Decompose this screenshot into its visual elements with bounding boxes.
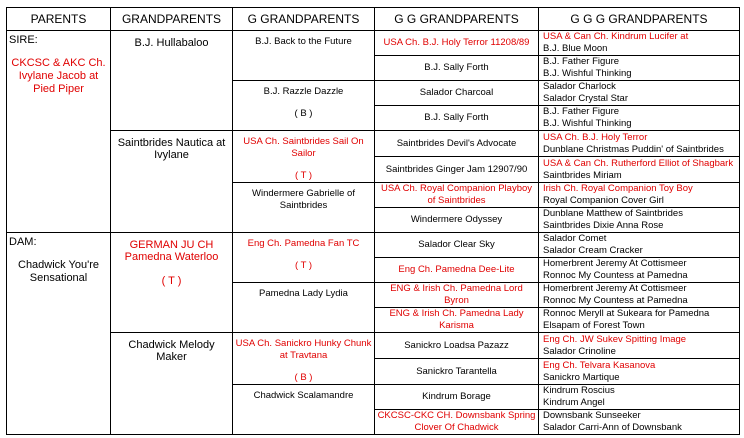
gg-grandparent-name: Salador Clear Sky — [418, 239, 495, 250]
ggg-grandparent-name: Ronnoc Meryll at Sukeara for Pamedna — [543, 308, 710, 319]
ggg-grandparent-name: Salador Carri-Ann of Downsbank — [543, 422, 682, 433]
dam-name: Chadwick You're Sensational — [18, 259, 99, 284]
ggg-grandparent-name: Elsapam of Forest Town — [543, 320, 645, 331]
ggg-grandparent-cell — [539, 183, 740, 208]
table-row — [7, 131, 740, 157]
header-grandparents: GRANDPARENTS — [111, 8, 233, 31]
dam-label: DAM: — [9, 236, 37, 248]
gg-grandparent-cell — [375, 208, 539, 233]
ggg-grandparent-cell — [539, 333, 740, 359]
gg-grandparent-name: Sanickro Tarantella — [416, 365, 497, 377]
ggg-grandparent-name: Downsbank Sunseeker — [543, 410, 641, 421]
ggg-grandparent-name: Dunblane Matthew of Saintbrides — [543, 208, 683, 219]
ggg-grandparent-name: USA & Can Ch. Rutherford Elliot of Shagbark — [543, 157, 734, 169]
ggg-grandparent-name: Salador Comet — [543, 233, 607, 244]
ggg-grandparent-name: B.J. Father Figure — [543, 56, 620, 67]
ggg-grandparent-cell — [539, 131, 740, 157]
ggg-grandparent-name: Royal Companion Cover Girl — [543, 195, 664, 206]
ggg-grandparent-name: Homerbrent Jeremy At Cottismeer — [543, 258, 687, 269]
header-ggg-grandparents: G G G GRANDPARENTS — [539, 8, 740, 31]
grandparent-cell — [111, 233, 233, 333]
ggg-grandparent-name: B.J. Blue Moon — [543, 43, 608, 54]
ggg-grandparent-cell — [539, 81, 740, 106]
g-grandparent-cell — [233, 333, 375, 385]
ggg-grandparent-name: Salador Charlock — [543, 81, 616, 92]
grandparent-cell — [111, 333, 233, 435]
gg-grandparent-cell — [375, 385, 539, 410]
gg-grandparent-cell — [375, 233, 539, 258]
sire-cell — [7, 31, 111, 233]
ggg-grandparent-name: Irish Ch. Royal Companion Toy Boy — [543, 183, 693, 194]
table-row — [7, 233, 740, 258]
gg-grandparent-name: CKCSC-CKC CH. Downsbank Spring Clover Of Chadwick — [377, 410, 536, 433]
g-grandparent-name: B.J. Razzle Dazzle — [263, 86, 344, 97]
header-g-grandparents: G GRANDPARENTS — [233, 8, 375, 31]
gg-grandparent-name: Salador Charcoal — [419, 87, 494, 98]
ggg-grandparent-name: Homerbrent Jeremy At Cottismeer — [543, 283, 687, 294]
g-grandparent-name: Eng Ch. Pamedna Fan TC — [247, 238, 360, 249]
g-grandparent-cell — [233, 233, 375, 283]
gg-grandparent-cell — [375, 359, 539, 385]
gg-grandparent-cell — [375, 56, 539, 81]
g-grandparent-note: ( B ) — [294, 108, 313, 119]
ggg-grandparent-cell — [539, 157, 740, 183]
ggg-grandparent-name: Kindrum Roscius — [543, 385, 615, 396]
g-grandparent-name: Chadwick Scalamandre — [253, 390, 354, 401]
gg-grandparent-cell — [375, 333, 539, 359]
table-row — [7, 31, 740, 56]
gg-grandparent-cell — [375, 131, 539, 157]
sire-name: CKCSC & AKC Ch. Ivylane Jacob at Pied Piper — [11, 57, 106, 95]
ggg-grandparent-cell — [539, 106, 740, 131]
gg-grandparent-name: ENG & Irish Ch. Pamedna Lord Byron — [390, 283, 523, 306]
ggg-grandparent-cell — [539, 56, 740, 81]
ggg-grandparent-cell — [539, 258, 740, 283]
gg-grandparent-cell — [375, 106, 539, 131]
gg-grandparent-cell — [375, 410, 539, 435]
ggg-grandparent-name: B.J. Wishful Thinking — [543, 68, 632, 79]
g-grandparent-cell — [233, 183, 375, 233]
g-grandparent-cell — [233, 131, 375, 183]
pedigree-body — [7, 31, 740, 435]
g-grandparent-note: ( T ) — [294, 260, 313, 271]
ggg-grandparent-name: Salador Cream Cracker — [543, 245, 643, 256]
grandparent-cell — [111, 131, 233, 233]
ggg-grandparent-name: Saintbrides Miriam — [543, 169, 622, 181]
ggg-grandparent-name: Eng Ch. Telvara Kasanova — [543, 359, 656, 371]
table-row — [7, 333, 740, 359]
dam-cell — [7, 233, 111, 435]
g-grandparent-cell — [233, 283, 375, 333]
gg-grandparent-name: Saintbrides Ginger Jam 12907/90 — [385, 163, 528, 175]
ggg-grandparent-name: Salador Crinoline — [543, 345, 616, 357]
gg-grandparent-name: Saintbrides Devil's Advocate — [396, 137, 517, 149]
gg-grandparent-cell — [375, 258, 539, 283]
grandparent-name: B.J. Hullabaloo — [134, 37, 209, 49]
g-grandparent-name: Pamedna Lady Lydia — [259, 288, 348, 299]
gg-grandparent-name: USA Ch. Royal Companion Playboy of Saintbrides — [380, 183, 533, 206]
ggg-grandparent-name: Dunblane Christmas Puddin' of Saintbrides — [543, 143, 724, 155]
header-row — [7, 8, 740, 31]
ggg-grandparent-name: B.J. Father Figure — [543, 106, 620, 117]
header-gg-grandparents: G G GRANDPARENTS — [375, 8, 539, 31]
ggg-grandparent-cell — [539, 283, 740, 308]
ggg-grandparent-cell — [539, 31, 740, 56]
gg-grandparent-cell — [375, 81, 539, 106]
g-grandparent-name: USA Ch. Sanickro Hunky Chunk at Travtana — [235, 338, 372, 361]
gg-grandparent-name: Sanickro Loadsa Pazazz — [404, 339, 509, 351]
g-grandparent-cell — [233, 385, 375, 435]
ggg-grandparent-cell — [539, 233, 740, 258]
grandparent-cell — [111, 31, 233, 131]
g-grandparent-cell — [233, 81, 375, 131]
ggg-grandparent-name: B.J. Wishful Thinking — [543, 118, 632, 129]
ggg-grandparent-cell — [539, 410, 740, 435]
ggg-grandparent-cell — [539, 308, 740, 333]
grandparent-note: ( T ) — [161, 275, 182, 287]
gg-grandparent-name: Kindrum Borage — [422, 391, 491, 402]
gg-grandparent-name: B.J. Sally Forth — [424, 112, 489, 123]
ggg-grandparent-name: USA & Can Ch. Kindrum Lucifer at — [543, 31, 689, 42]
gg-grandparent-name: USA Ch. B.J. Holy Terror 11208/89 — [383, 37, 530, 48]
ggg-grandparent-name: Ronnoc My Countess at Pamedna — [543, 270, 688, 281]
sire-label: SIRE: — [9, 34, 38, 46]
grandparent-name: GERMAN JU CH Pamedna Waterloo — [124, 239, 219, 263]
gg-grandparent-cell — [375, 283, 539, 308]
ggg-grandparent-name: Ronnoc My Countess at Pamedna — [543, 295, 688, 306]
ggg-grandparent-name: Saintbrides Dixie Anna Rose — [543, 220, 664, 231]
g-grandparent-note: ( B ) — [294, 372, 313, 383]
ggg-grandparent-name: Salador Crystal Star — [543, 93, 629, 104]
gg-grandparent-name: ENG & Irish Ch. Pamedna Lady Karisma — [389, 308, 524, 331]
ggg-grandparent-cell — [539, 359, 740, 385]
gg-grandparent-cell — [375, 157, 539, 183]
g-grandparent-name: Windermere Gabrielle of Saintbrides — [252, 188, 355, 211]
gg-grandparent-cell — [375, 183, 539, 208]
ggg-grandparent-cell — [539, 385, 740, 410]
ggg-grandparent-name: Kindrum Angel — [543, 397, 605, 408]
gg-grandparent-cell — [375, 308, 539, 333]
gg-grandparent-name: Windermere Odyssey — [410, 214, 503, 225]
ggg-grandparent-name: Sanickro Martique — [543, 371, 620, 383]
pedigree-table — [6, 7, 740, 435]
header-parents: PARENTS — [7, 8, 111, 31]
g-grandparent-cell — [233, 31, 375, 81]
gg-grandparent-name: B.J. Sally Forth — [424, 62, 489, 73]
ggg-grandparent-name: USA Ch. B.J. Holy Terror — [543, 131, 648, 143]
gg-grandparent-cell — [375, 31, 539, 56]
grandparent-name: Saintbrides Nautica at Ivylane — [117, 137, 226, 161]
ggg-grandparent-cell — [539, 208, 740, 233]
g-grandparent-name: B.J. Back to the Future — [255, 36, 352, 47]
grandparent-name: Chadwick Melody Maker — [128, 339, 215, 363]
gg-grandparent-name: Eng Ch. Pamedna Dee-Lite — [398, 264, 515, 275]
ggg-grandparent-name: Eng Ch. JW Sukev Spitting Image — [543, 333, 687, 345]
g-grandparent-name: USA Ch. Saintbrides Sail On Sailor — [243, 136, 364, 159]
g-grandparent-note: ( T ) — [294, 170, 313, 181]
